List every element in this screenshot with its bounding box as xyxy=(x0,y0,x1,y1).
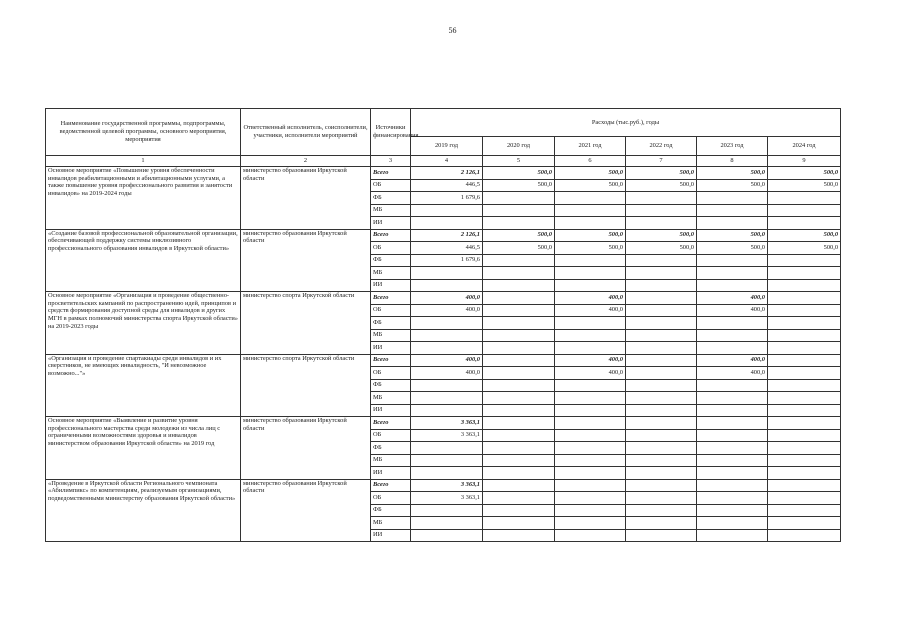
funding-source: ИИ xyxy=(371,217,411,230)
expense-cell: 500,0 xyxy=(697,179,768,192)
activity-name: «Проведение в Иркутской области Регионального чемпионата «Абилимпикс» по компетенциям, реализуемым организациями, подведомственными министерству образования Иркутской области» xyxy=(46,479,241,542)
expense-cell xyxy=(768,442,841,455)
expense-cell xyxy=(411,517,483,530)
expense-cell xyxy=(483,379,555,392)
expense-cell xyxy=(411,217,483,230)
expense-cell xyxy=(483,467,555,480)
expense-cell xyxy=(626,392,697,405)
expense-cell xyxy=(411,442,483,455)
expense-cell xyxy=(483,354,555,367)
expense-cell: 400,0 xyxy=(697,367,768,380)
expense-cell xyxy=(768,454,841,467)
expense-cell: 400,0 xyxy=(411,354,483,367)
expense-cell xyxy=(697,317,768,330)
expense-cell xyxy=(697,217,768,230)
expense-cell: 500,0 xyxy=(626,229,697,242)
expense-cell xyxy=(411,267,483,280)
expense-cell xyxy=(626,492,697,505)
expense-cell xyxy=(411,329,483,342)
expense-cell xyxy=(483,204,555,217)
expense-cell xyxy=(626,329,697,342)
funding-source: Всего xyxy=(371,229,411,242)
responsible-executor: министерство образования Иркутской области xyxy=(241,229,371,292)
expense-cell: 500,0 xyxy=(697,167,768,180)
funding-source: ФБ xyxy=(371,379,411,392)
expense-cell xyxy=(555,267,626,280)
funding-source: ИИ xyxy=(371,279,411,292)
expense-cell xyxy=(768,479,841,492)
header-year: 2021 год xyxy=(555,137,626,156)
expense-cell: 500,0 xyxy=(555,167,626,180)
expense-cell xyxy=(411,342,483,355)
activity-name: Основное мероприятие «Повышение уровня обеспеченности инвалидов реабилитационными и абилитационными услугами, а также повышение уровня профессионального развития и занятости инвалидов» на 2019-2024 годы xyxy=(46,167,241,230)
expense-cell xyxy=(626,354,697,367)
expense-cell xyxy=(555,204,626,217)
expense-cell xyxy=(555,379,626,392)
expense-cell xyxy=(768,279,841,292)
expense-cell: 2 126,1 xyxy=(411,229,483,242)
table-row xyxy=(46,229,841,242)
activity-name: Основное мероприятие «Организация и проведение общественно-просветительских кампаний по распространению идей, принципов и средств формирования доступной среды для инвалидов и других МГН в рамках полномочий министерства спорта Иркутской области» на 2019-2023 годы xyxy=(46,292,241,355)
funding-source: ИИ xyxy=(371,404,411,417)
expense-cell xyxy=(483,429,555,442)
expense-cell xyxy=(626,304,697,317)
funding-source: ИИ xyxy=(371,467,411,480)
expense-cell xyxy=(626,529,697,542)
expense-cell: 500,0 xyxy=(768,242,841,255)
expense-cell xyxy=(483,217,555,230)
expense-cell xyxy=(483,417,555,430)
activity-name: «Создание базовой профессиональной образовательной организации, обеспечивающей поддержку системы инклюзивного профессионального образования инвалидов в Иркутской области» xyxy=(46,229,241,292)
expense-cell: 446,5 xyxy=(411,242,483,255)
expense-cell xyxy=(697,379,768,392)
expense-cell xyxy=(483,254,555,267)
funding-source: Всего xyxy=(371,167,411,180)
expense-cell xyxy=(483,529,555,542)
expense-cell: 3 363,1 xyxy=(411,479,483,492)
expense-cell xyxy=(768,517,841,530)
expense-cell xyxy=(768,292,841,305)
expense-cell xyxy=(483,367,555,380)
expense-cell xyxy=(626,417,697,430)
expense-cell xyxy=(697,429,768,442)
expense-cell xyxy=(555,454,626,467)
expense-cell xyxy=(768,267,841,280)
header-expenses: Расходы (тыс.руб.), годы xyxy=(411,109,841,137)
table-row xyxy=(46,479,841,492)
expense-cell xyxy=(626,292,697,305)
column-number: 4 xyxy=(411,156,483,167)
expense-cell: 400,0 xyxy=(697,354,768,367)
table-body xyxy=(46,167,841,542)
expense-cell: 400,0 xyxy=(411,367,483,380)
expense-cell xyxy=(626,317,697,330)
expense-cell: 500,0 xyxy=(768,179,841,192)
funding-source: ИИ xyxy=(371,342,411,355)
column-number: 2 xyxy=(241,156,371,167)
expense-cell xyxy=(555,479,626,492)
expense-cell: 500,0 xyxy=(768,167,841,180)
table-row xyxy=(46,292,841,305)
column-number: 3 xyxy=(371,156,411,167)
expense-cell: 500,0 xyxy=(555,242,626,255)
expense-cell: 500,0 xyxy=(483,229,555,242)
page-number: 56 xyxy=(448,26,457,35)
expense-cell xyxy=(483,192,555,205)
expense-cell xyxy=(555,392,626,405)
column-number: 5 xyxy=(483,156,555,167)
expense-cell xyxy=(555,254,626,267)
expense-cell xyxy=(768,354,841,367)
expense-cell xyxy=(697,342,768,355)
expense-cell: 500,0 xyxy=(555,229,626,242)
expense-cell xyxy=(555,504,626,517)
expense-cell xyxy=(411,392,483,405)
funding-source: МБ xyxy=(371,392,411,405)
expense-cell xyxy=(697,279,768,292)
expense-cell xyxy=(411,504,483,517)
expense-cell xyxy=(411,454,483,467)
expense-cell xyxy=(768,529,841,542)
column-number: 6 xyxy=(555,156,626,167)
expense-cell: 400,0 xyxy=(555,292,626,305)
expense-cell xyxy=(768,192,841,205)
header-source: Источники финансирования xyxy=(371,109,411,156)
expense-cell xyxy=(626,517,697,530)
expense-cell xyxy=(768,304,841,317)
funding-source: Всего xyxy=(371,354,411,367)
expense-cell xyxy=(555,217,626,230)
funding-source: ОБ xyxy=(371,367,411,380)
expense-cell: 1 679,6 xyxy=(411,254,483,267)
expense-cell xyxy=(483,392,555,405)
expense-cell xyxy=(697,479,768,492)
expense-cell xyxy=(555,417,626,430)
funding-source: ФБ xyxy=(371,317,411,330)
expense-cell xyxy=(768,254,841,267)
expense-cell xyxy=(626,504,697,517)
expense-cell xyxy=(555,429,626,442)
funding-source: ФБ xyxy=(371,504,411,517)
expense-cell: 400,0 xyxy=(555,304,626,317)
expense-cell xyxy=(483,292,555,305)
expense-cell xyxy=(483,317,555,330)
responsible-executor: министерство образования Иркутской области xyxy=(241,479,371,542)
expense-cell xyxy=(411,404,483,417)
expense-cell xyxy=(483,454,555,467)
expense-cell xyxy=(626,279,697,292)
funding-source: ФБ xyxy=(371,254,411,267)
expense-cell xyxy=(483,504,555,517)
header-name: Наименование государственной программы, подпрограммы, ведомственной целевой программы, основного мероприятия, мероприятия xyxy=(46,109,241,156)
expense-cell xyxy=(626,404,697,417)
expense-cell xyxy=(768,329,841,342)
responsible-executor: министерство образования Иркутской области xyxy=(241,417,371,480)
expense-cell: 2 126,1 xyxy=(411,167,483,180)
expense-cell xyxy=(555,317,626,330)
expense-cell: 500,0 xyxy=(555,179,626,192)
expense-cell xyxy=(483,329,555,342)
expense-cell xyxy=(555,192,626,205)
expense-cell: 400,0 xyxy=(555,354,626,367)
expense-cell xyxy=(411,529,483,542)
expense-cell: 500,0 xyxy=(483,167,555,180)
responsible-executor: министерство спорта Иркутской области xyxy=(241,354,371,417)
column-number: 1 xyxy=(46,156,241,167)
expense-cell xyxy=(483,442,555,455)
expense-cell xyxy=(768,367,841,380)
expense-cell xyxy=(768,504,841,517)
expense-cell: 500,0 xyxy=(483,242,555,255)
activity-name: Основное мероприятие «Выявление и развитие уровня профессионального мастерства среди молодежи из числа лиц с ограниченными возможностями здоровья и инвалидов министерством образования Иркутской области» на 2019 год xyxy=(46,417,241,480)
funding-source: Всего xyxy=(371,479,411,492)
table-row xyxy=(46,354,841,367)
expense-cell: 446,5 xyxy=(411,179,483,192)
expense-cell xyxy=(697,504,768,517)
expense-cell: 400,0 xyxy=(411,292,483,305)
expense-cell xyxy=(555,279,626,292)
funding-source: Всего xyxy=(371,292,411,305)
expense-cell xyxy=(697,254,768,267)
header-year: 2019 год xyxy=(411,137,483,156)
expense-cell: 500,0 xyxy=(697,229,768,242)
funding-source: ОБ xyxy=(371,304,411,317)
header-year: 2024 год xyxy=(768,137,841,156)
header-year: 2023 год xyxy=(697,137,768,156)
header-responsible: Ответственный исполнитель, соисполнители, участники, исполнители мероприятий xyxy=(241,109,371,156)
funding-source: МБ xyxy=(371,204,411,217)
expense-cell xyxy=(768,467,841,480)
expense-cell xyxy=(626,379,697,392)
expense-cell xyxy=(483,267,555,280)
funding-source: МБ xyxy=(371,267,411,280)
expense-cell: 500,0 xyxy=(626,242,697,255)
expense-cell xyxy=(483,279,555,292)
expense-cell xyxy=(483,492,555,505)
expense-cell: 400,0 xyxy=(697,292,768,305)
expense-cell xyxy=(555,404,626,417)
table-row xyxy=(46,417,841,430)
responsible-executor: министерство спорта Иркутской области xyxy=(241,292,371,355)
column-number: 7 xyxy=(626,156,697,167)
funding-source: ФБ xyxy=(371,442,411,455)
expense-cell xyxy=(483,404,555,417)
funding-source: ОБ xyxy=(371,179,411,192)
funding-source: ОБ xyxy=(371,429,411,442)
expense-cell: 500,0 xyxy=(697,242,768,255)
expense-cell xyxy=(626,467,697,480)
expense-cell: 500,0 xyxy=(626,179,697,192)
expense-cell xyxy=(768,404,841,417)
expense-cell xyxy=(768,392,841,405)
expense-cell xyxy=(626,442,697,455)
funding-source: ИИ xyxy=(371,529,411,542)
expense-cell: 500,0 xyxy=(626,167,697,180)
expense-cell xyxy=(555,342,626,355)
expense-cell xyxy=(411,204,483,217)
funding-source: ОБ xyxy=(371,242,411,255)
expense-cell: 3 363,1 xyxy=(411,417,483,430)
expense-cell xyxy=(626,254,697,267)
expense-cell xyxy=(555,442,626,455)
funding-source: МБ xyxy=(371,329,411,342)
expense-cell xyxy=(768,204,841,217)
expense-cell xyxy=(768,429,841,442)
expense-cell xyxy=(411,317,483,330)
header-year: 2022 год xyxy=(626,137,697,156)
expense-cell xyxy=(555,529,626,542)
expense-cell xyxy=(483,479,555,492)
expense-cell: 400,0 xyxy=(697,304,768,317)
expense-cell xyxy=(697,204,768,217)
funding-source: ФБ xyxy=(371,192,411,205)
expense-cell: 400,0 xyxy=(555,367,626,380)
expense-cell xyxy=(483,517,555,530)
expense-cell xyxy=(626,192,697,205)
expense-cell: 1 679,6 xyxy=(411,192,483,205)
expense-cell xyxy=(626,429,697,442)
expense-cell xyxy=(697,404,768,417)
funding-source: МБ xyxy=(371,517,411,530)
expense-cell xyxy=(768,417,841,430)
responsible-executor: министерство образования Иркутской области xyxy=(241,167,371,230)
activity-name: «Организация и проведение спартакиады среди инвалидов и их сверстников, не имеющих инвалидность, "И невозможное возможно..."» xyxy=(46,354,241,417)
expense-cell xyxy=(697,417,768,430)
expense-cell xyxy=(555,492,626,505)
funding-source: ОБ xyxy=(371,492,411,505)
expense-cell: 3 363,1 xyxy=(411,429,483,442)
expense-cell xyxy=(626,342,697,355)
funding-source: Всего xyxy=(371,417,411,430)
column-number: 8 xyxy=(697,156,768,167)
funding-source: МБ xyxy=(371,454,411,467)
expense-cell xyxy=(411,467,483,480)
expense-cell xyxy=(411,379,483,392)
table-row xyxy=(46,167,841,180)
expense-cell xyxy=(411,279,483,292)
expense-cell: 400,0 xyxy=(411,304,483,317)
expense-cell xyxy=(626,454,697,467)
expense-cell xyxy=(626,204,697,217)
expense-cell xyxy=(768,342,841,355)
expense-cell: 3 363,1 xyxy=(411,492,483,505)
expense-cell xyxy=(697,329,768,342)
column-number: 9 xyxy=(768,156,841,167)
header-year: 2020 год xyxy=(483,137,555,156)
expense-cell xyxy=(697,529,768,542)
expense-cell xyxy=(697,467,768,480)
expense-cell xyxy=(697,492,768,505)
expense-cell xyxy=(626,367,697,380)
expense-cell xyxy=(555,467,626,480)
expense-cell xyxy=(555,517,626,530)
expense-cell xyxy=(697,192,768,205)
expense-cell xyxy=(768,492,841,505)
expense-cell xyxy=(626,267,697,280)
expense-cell xyxy=(626,479,697,492)
expense-cell xyxy=(697,442,768,455)
expense-cell xyxy=(626,217,697,230)
expense-cell xyxy=(555,329,626,342)
expense-cell xyxy=(483,342,555,355)
expense-cell: 500,0 xyxy=(483,179,555,192)
expense-cell xyxy=(697,454,768,467)
budget-table xyxy=(45,108,841,542)
expense-cell xyxy=(697,392,768,405)
expense-cell xyxy=(768,379,841,392)
expense-cell: 500,0 xyxy=(768,229,841,242)
expense-cell xyxy=(483,304,555,317)
expense-cell xyxy=(697,517,768,530)
expense-cell xyxy=(768,217,841,230)
expense-cell xyxy=(697,267,768,280)
expense-cell xyxy=(768,317,841,330)
